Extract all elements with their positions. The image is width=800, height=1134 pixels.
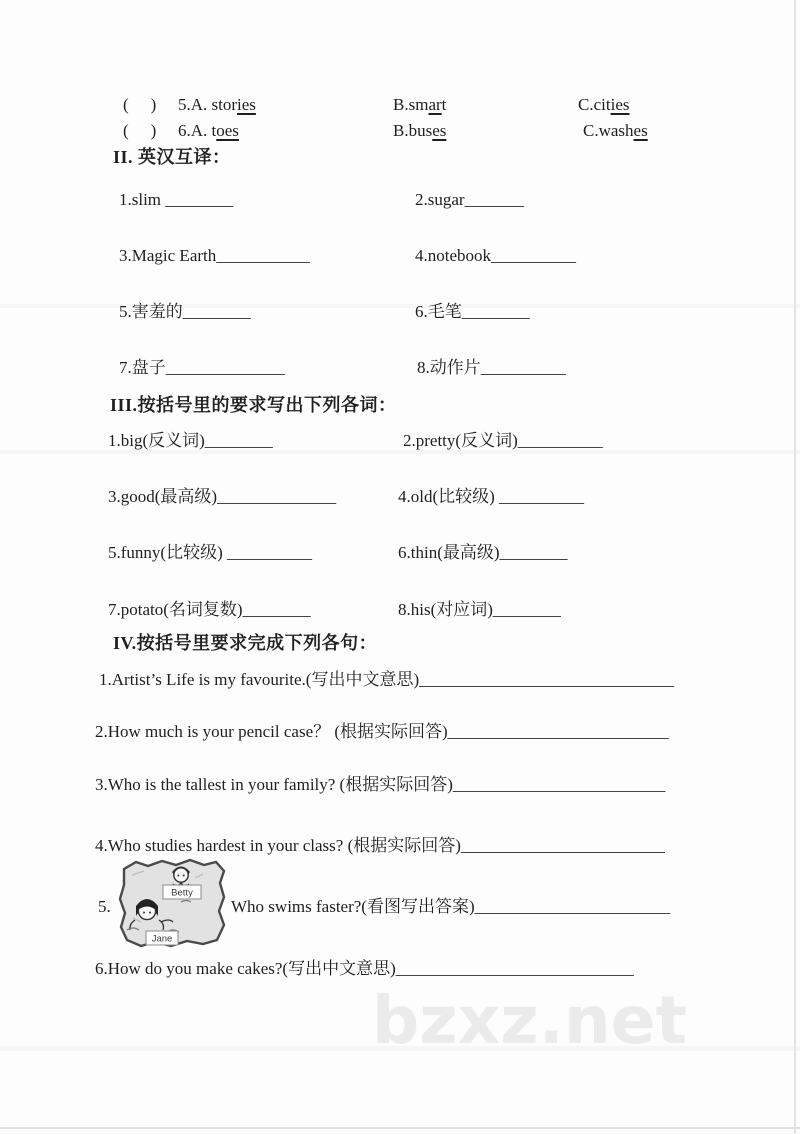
option-underlined-text: es <box>633 121 648 140</box>
translation-item: 2.sugar_______ <box>415 190 525 209</box>
option-text: B.bus <box>393 121 433 140</box>
word-form-item: 7.potato(名词复数)________ <box>108 600 311 619</box>
answer-parentheses: ( ) <box>123 95 158 114</box>
choice-option-b <box>393 121 446 141</box>
translation-item: 4.notebook__________ <box>415 246 577 265</box>
translation-item: 3.Magic Earth___________ <box>119 246 310 265</box>
choice-option-c <box>578 95 629 115</box>
sentence-item: 2.How much is your pencil case？ (根据实际回答)__________________________ <box>95 722 669 741</box>
option-text: 5.A. stor <box>178 95 238 114</box>
option-text: C.wash <box>583 121 634 140</box>
word-form-item: 5.funny(比较级) __________ <box>108 543 312 562</box>
sentence-item-number: 5. <box>98 897 111 916</box>
sentence-item: 6.How do you make cakes?(写出中文意思)____________________________ <box>95 959 634 978</box>
option-underlined-text: ies <box>610 95 630 114</box>
translation-item: 8.动作片__________ <box>417 358 566 377</box>
sentence-item: Who swims faster?(看图写出答案)_______________________ <box>231 897 671 916</box>
word-form-item: 4.old(比较级) __________ <box>398 487 585 506</box>
word-form-item: 3.good(最高级)______________ <box>108 487 337 506</box>
option-underlined-text: es <box>432 121 447 140</box>
section3-heading: III.按括号里的要求写出下列各词： <box>110 395 397 415</box>
word-form-item: 1.big(反义词)________ <box>108 431 273 450</box>
sentence-item: 4.Who studies hardest in your class? (根据实际回答)________________________ <box>95 836 665 855</box>
jane-eye <box>143 912 145 914</box>
answer-parentheses: ( ) <box>123 121 158 140</box>
translation-item: 1.slim ________ <box>119 190 234 209</box>
betty-eye <box>183 875 185 877</box>
translation-item: 6.毛笔________ <box>415 302 530 321</box>
word-form-item: 6.thin(最高级)________ <box>398 543 568 562</box>
betty-head <box>174 868 188 882</box>
section2-heading: II. 英汉互译： <box>113 147 231 167</box>
choice-option-a <box>178 121 239 141</box>
option-underlined-text: ies <box>237 95 256 114</box>
swimming-picture-sketch <box>117 858 228 950</box>
betty-label: Betty <box>171 887 193 899</box>
page-edge-line-right <box>794 0 796 1134</box>
choice-option-b <box>393 95 446 115</box>
option-underlined-text: ar <box>428 95 442 114</box>
site-watermark: bzxz.net <box>372 982 688 1059</box>
sentence-item: 1.Artist’s Life is my favourite.(写出中文意思)______________________________ <box>99 670 675 689</box>
section4-heading: IV.按括号里要求完成下列各句： <box>113 633 378 653</box>
scan-artifact-band <box>0 450 800 454</box>
option-text: C.cit <box>578 95 611 114</box>
swimming-picture <box>117 858 228 950</box>
word-form-item: 2.pretty(反义词)__________ <box>403 431 603 450</box>
option-text: 6.A. t <box>178 121 217 140</box>
choice-option-a <box>178 95 256 115</box>
translation-item: 7.盘子______________ <box>119 358 285 377</box>
betty-eye <box>177 875 179 877</box>
option-underlined-text: oes <box>216 121 239 140</box>
sentence-item: 3.Who is the tallest in your family? (根据实际回答)_________________________ <box>95 775 666 794</box>
option-text: B.sm <box>393 95 429 114</box>
jane-eye <box>149 912 151 914</box>
page-edge-line-bottom <box>0 1127 800 1129</box>
jane-label: Jane <box>151 933 173 945</box>
translation-item: 5.害羞的________ <box>119 302 251 321</box>
word-form-item: 8.his(对应词)________ <box>398 600 561 619</box>
choice-option-c <box>583 121 648 141</box>
option-text: t <box>441 95 447 114</box>
